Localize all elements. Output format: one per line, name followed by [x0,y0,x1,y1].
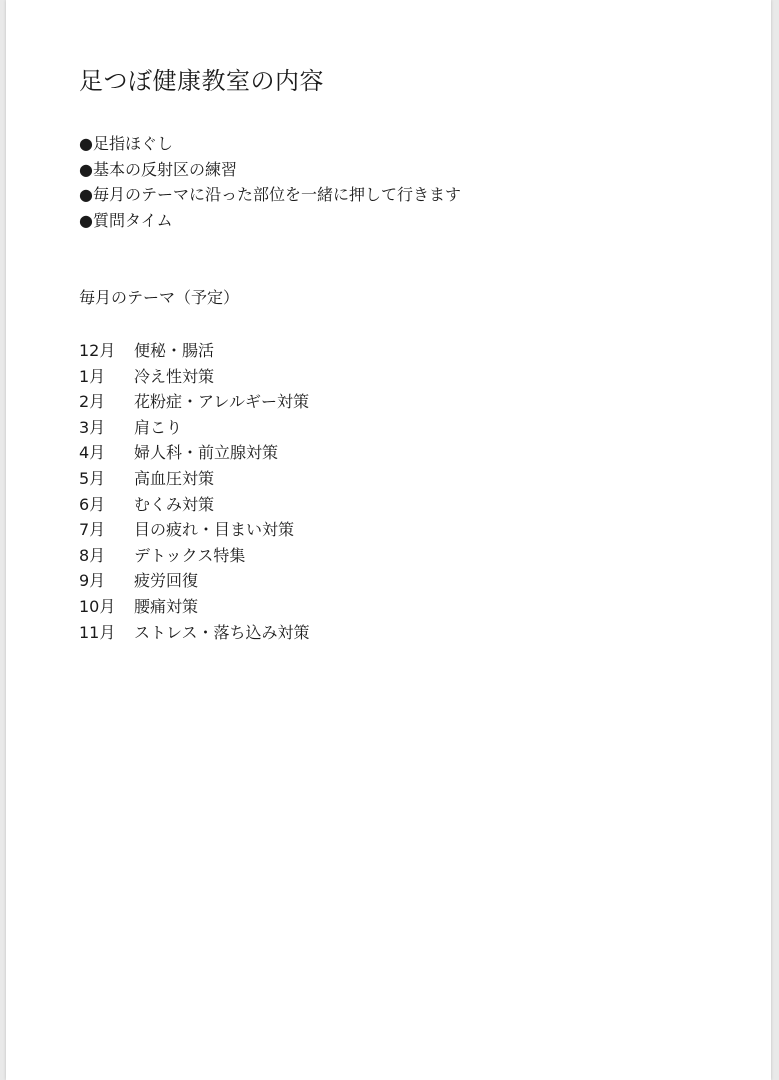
document-page [6,0,771,1080]
schedule-month: 3月 [79,417,106,437]
schedule-month: 10月 [79,596,116,616]
schedule-month: 12月 [79,341,116,360]
schedule-topic: 婦人科・前立腺対策 [134,443,279,463]
schedule-topic: デトックス特集 [134,545,246,565]
list-item: ●基本の反射区の練習 [79,159,237,179]
list-item: ●質問タイム [79,210,173,230]
schedule-topic: ストレス・落ち込み対策 [134,622,310,642]
schedule-month: 2月 [79,392,106,412]
schedule-topic: 花粉症・アレルギー対策 [134,392,309,412]
schedule-row [79,338,310,364]
schedule-row [79,594,310,620]
schedule-row [79,466,310,492]
schedule-month: 7月 [79,520,106,540]
schedule-row [79,620,310,646]
schedule-month: 11月 [79,622,116,642]
schedule-topic: 高血圧対策 [134,468,215,488]
schedule-month: 1月 [79,366,106,386]
content-list [79,131,461,233]
schedule-month: 5月 [79,468,106,488]
schedule-topic: 腰痛対策 [134,596,199,616]
schedule-row [79,440,310,466]
schedule-topic: 便秘・腸活 [134,341,215,360]
monthly-schedule [79,338,310,645]
schedule-row [79,492,310,518]
schedule-row [79,543,310,569]
schedule-row [79,568,310,594]
schedule-topic: 肩こり [134,417,183,437]
schedule-month: 6月 [79,494,106,514]
schedule-row [79,517,310,543]
schedule-row [79,389,310,415]
page-title: 足つぼ健康教室の内容 [79,67,324,95]
schedule-month: 4月 [79,443,106,463]
list-item: ●足指ほぐし [79,134,173,153]
schedule-topic: 目の疲れ・目まい対策 [134,520,295,540]
schedule-row [79,364,310,390]
list-item: ●毎月のテーマに沿った部位を一緒に押して行きます [79,185,461,205]
schedule-month: 8月 [79,545,106,565]
schedule-month: 9月 [79,571,106,591]
schedule-topic: 冷え性対策 [134,366,215,386]
theme-heading: 毎月のテーマ（予定） [79,288,240,307]
schedule-row [79,415,310,441]
schedule-topic: むくみ対策 [134,494,215,514]
schedule-topic: 疲労回復 [134,571,199,591]
